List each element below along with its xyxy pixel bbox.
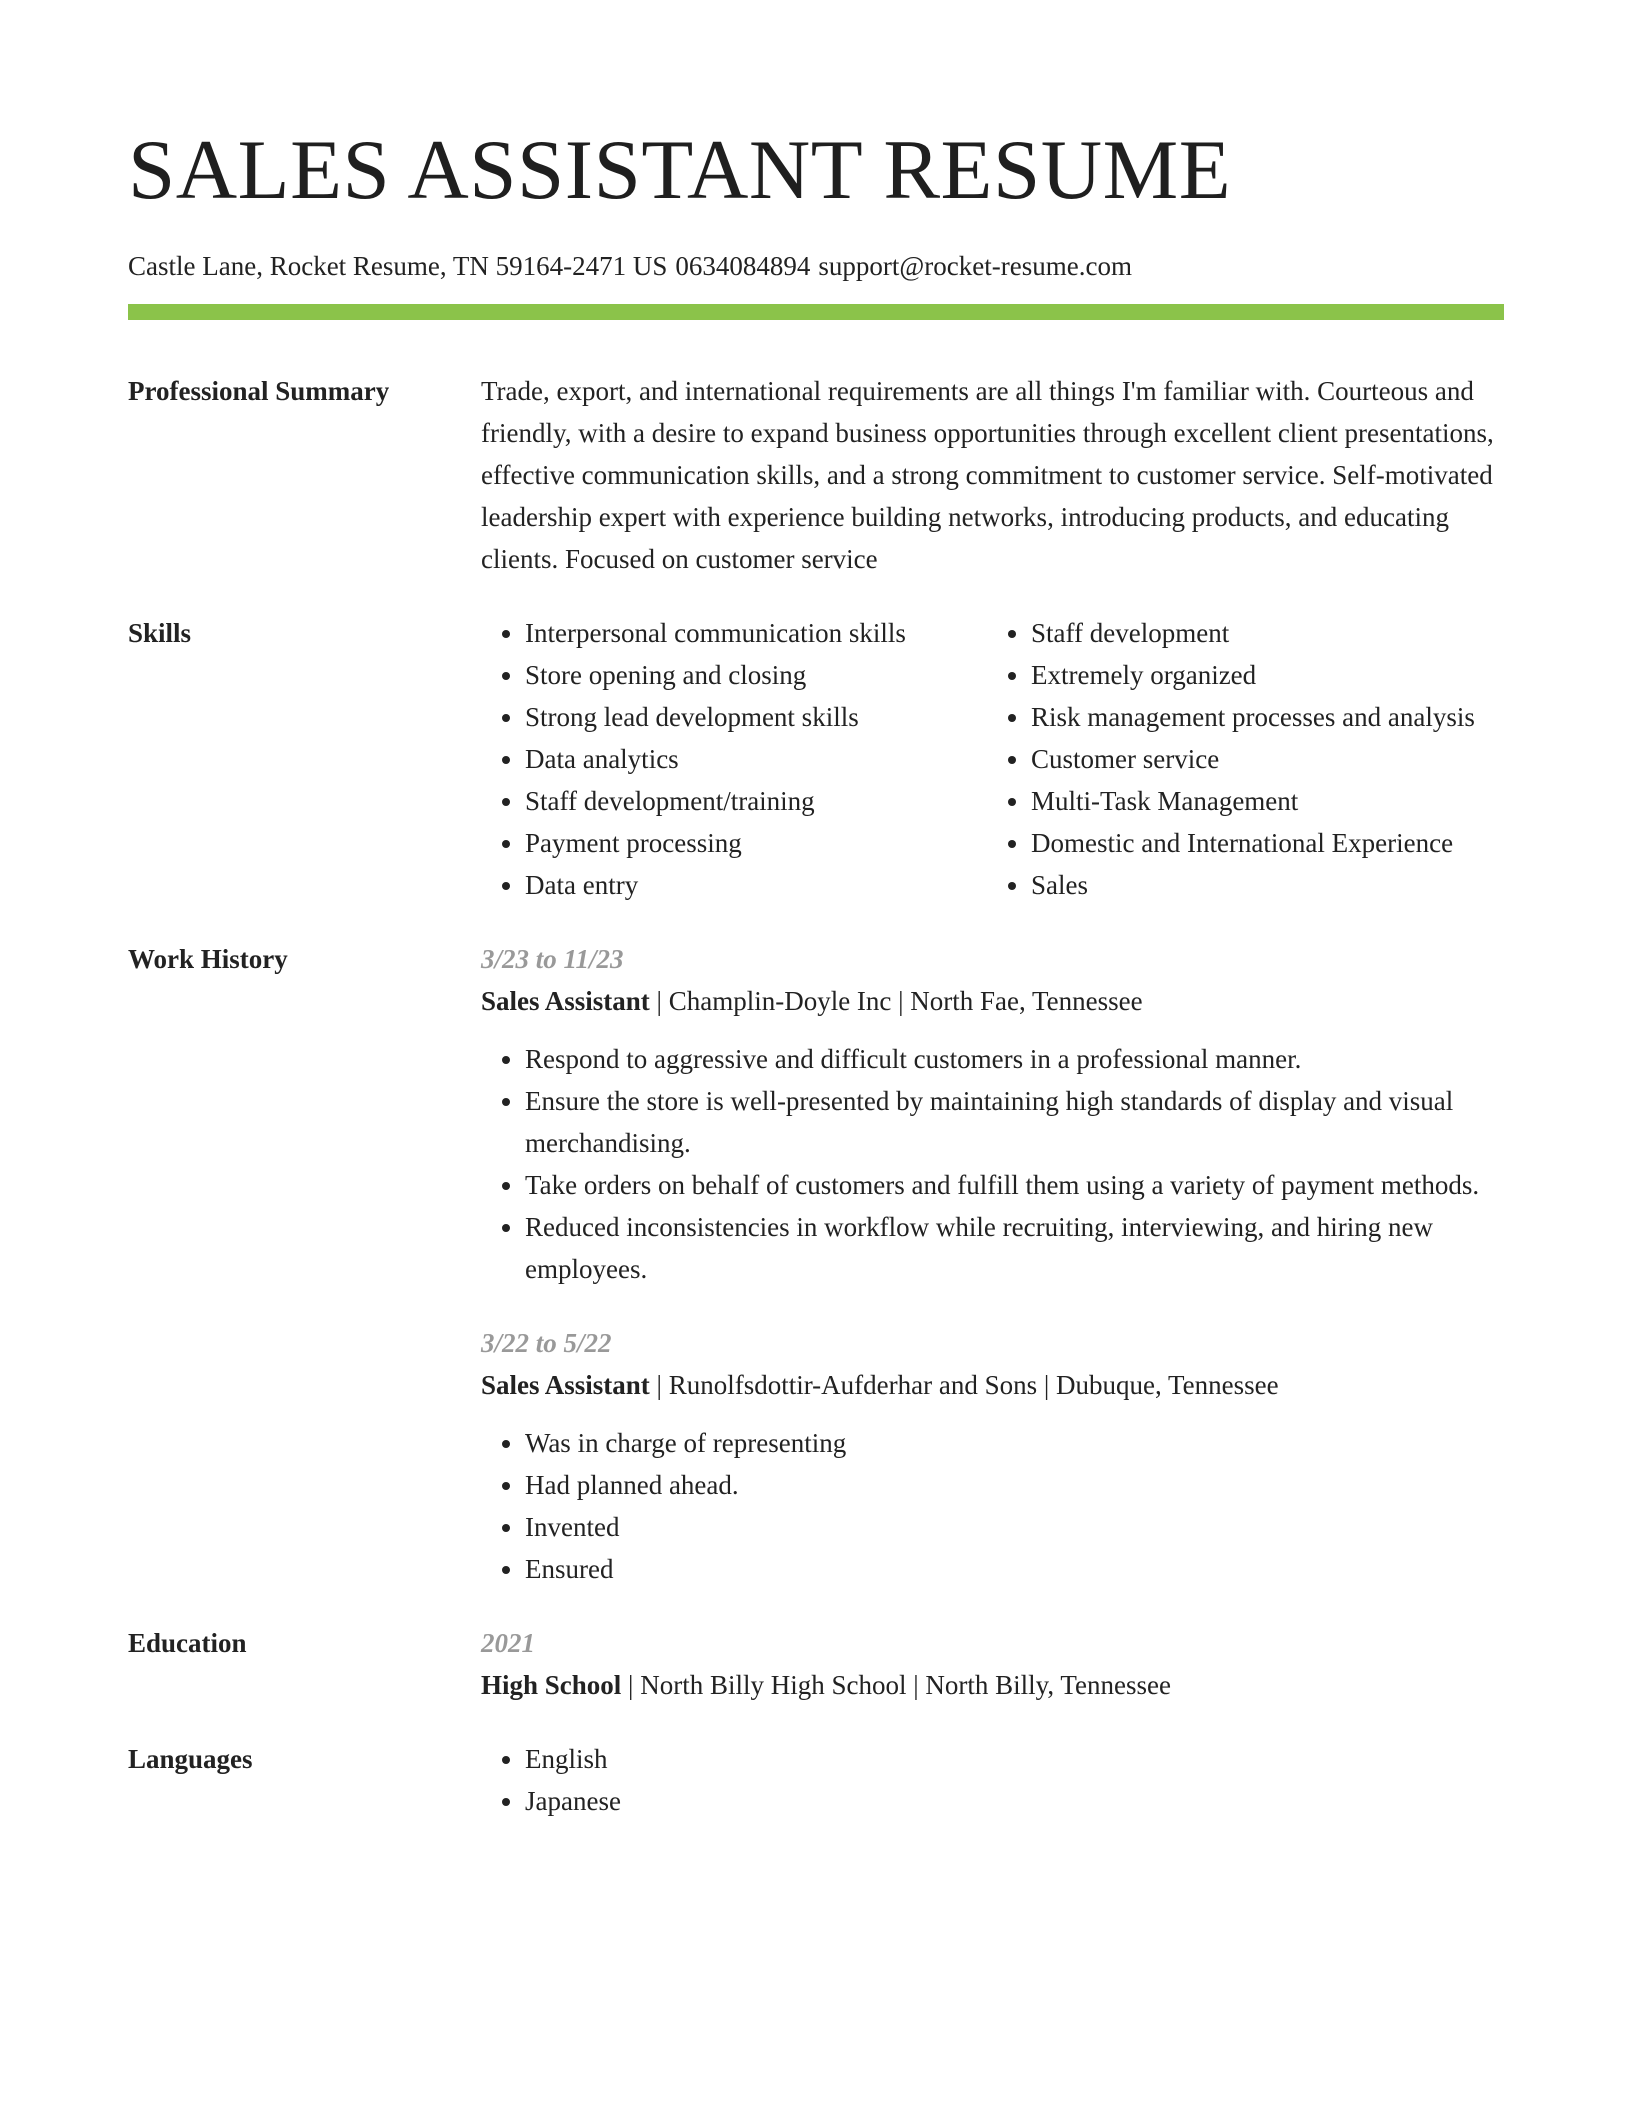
skills-list-left: [481, 612, 987, 906]
skill-item: • Data analytics: [525, 738, 987, 780]
job-bullet: • Ensured: [525, 1548, 1504, 1590]
job-bullet: • Invented: [525, 1506, 1504, 1548]
job-role: Sales Assistant: [481, 986, 650, 1016]
skill-item: • Sales: [1031, 864, 1475, 906]
education-details: | North Billy High School | North Billy, Tennessee: [621, 1670, 1171, 1700]
skill-item: • Payment processing: [525, 822, 987, 864]
skill-item: • Multi-Task Management: [1031, 780, 1475, 822]
skill-item: • Risk management processes and analysis: [1031, 696, 1475, 738]
work-history-section: [128, 938, 1504, 1590]
skill-item: • Extremely organized: [1031, 654, 1475, 696]
job-bullet: • Ensure the store is well-presented by maintaining high standards of display and visual merchandising.: [525, 1080, 1504, 1164]
skill-item: • Customer service: [1031, 738, 1475, 780]
education-year: 2021: [481, 1628, 535, 1658]
job-title-line: [481, 1364, 1504, 1406]
job-bullet: • Take orders on behalf of customers and fulfill them using a variety of payment methods.: [525, 1164, 1504, 1206]
languages-heading: Languages: [128, 1744, 253, 1774]
skill-item: • Staff development: [1031, 612, 1475, 654]
skill-item: • Interpersonal communication skills: [525, 612, 987, 654]
languages-body: [481, 1738, 1504, 1822]
job-entry: [481, 938, 1504, 1290]
header-divider: [128, 304, 1504, 320]
languages-section: [128, 1738, 1504, 1822]
summary-heading: Professional Summary: [128, 376, 390, 406]
job-role: Sales Assistant: [481, 1370, 650, 1400]
work-history-body: [481, 938, 1504, 1590]
resume-title: SALES ASSISTANT RESUME: [128, 123, 1232, 217]
education-degree: High School: [481, 1670, 622, 1700]
job-bullets: [481, 1038, 1504, 1290]
contact-phone: 0634084894: [675, 251, 811, 281]
job-bullet: • Respond to aggressive and difficult customers in a professional manner.: [525, 1038, 1504, 1080]
job-bullet: • Reduced inconsistencies in workflow while recruiting, interviewing, and hiring new employees.: [525, 1206, 1504, 1290]
work-history-heading: Work History: [128, 944, 288, 974]
job-entry: [481, 1322, 1504, 1590]
contact-email: support@rocket-resume.com: [818, 251, 1132, 281]
skill-item: • Strong lead development skills: [525, 696, 987, 738]
skill-item: • Data entry: [525, 864, 987, 906]
job-bullet: • Had planned ahead.: [525, 1464, 1504, 1506]
contact-address: Castle Lane, Rocket Resume, TN 59164-2471 US: [128, 251, 668, 281]
education-body: [481, 1622, 1504, 1706]
summary-body: [481, 370, 1504, 580]
education-heading: Education: [128, 1628, 247, 1658]
language-item: • English: [525, 1738, 1504, 1780]
skills-list-right: [987, 612, 1475, 906]
summary-section: [128, 370, 1504, 580]
job-details: | Runolfsdottir-Aufderhar and Sons | Dubuque, Tennessee: [649, 1370, 1279, 1400]
job-details: | Champlin-Doyle Inc | North Fae, Tennessee: [649, 986, 1143, 1016]
skill-item: • Staff development/training: [525, 780, 987, 822]
skill-item: • Store opening and closing: [525, 654, 987, 696]
language-item: • Japanese: [525, 1780, 1504, 1822]
summary-text: Trade, export, and international requirements are all things I'm familiar with. Courteous and friendly, with a desire to expand business opportunities through excellent client presentations, effective communication skills, and a strong commitment to customer service. Self-motivated leadership expert with experience building networks, introducing products, and educating clients. Focused on customer service: [481, 376, 1494, 574]
skill-item: • Domestic and International Experience: [1031, 822, 1475, 864]
contact-line: [128, 248, 1504, 284]
job-bullets: [481, 1422, 1504, 1590]
job-title-line: [481, 980, 1504, 1022]
job-dates: 3/22 to 5/22: [481, 1328, 612, 1358]
languages-list: [481, 1738, 1504, 1822]
job-dates: 3/23 to 11/23: [481, 944, 624, 974]
skills-section: [128, 612, 1504, 906]
skills-heading: Skills: [128, 618, 192, 648]
education-section: [128, 1622, 1504, 1706]
skills-body: [481, 612, 1504, 906]
education-line: [481, 1664, 1504, 1706]
job-bullet: • Was in charge of representing: [525, 1422, 1504, 1464]
